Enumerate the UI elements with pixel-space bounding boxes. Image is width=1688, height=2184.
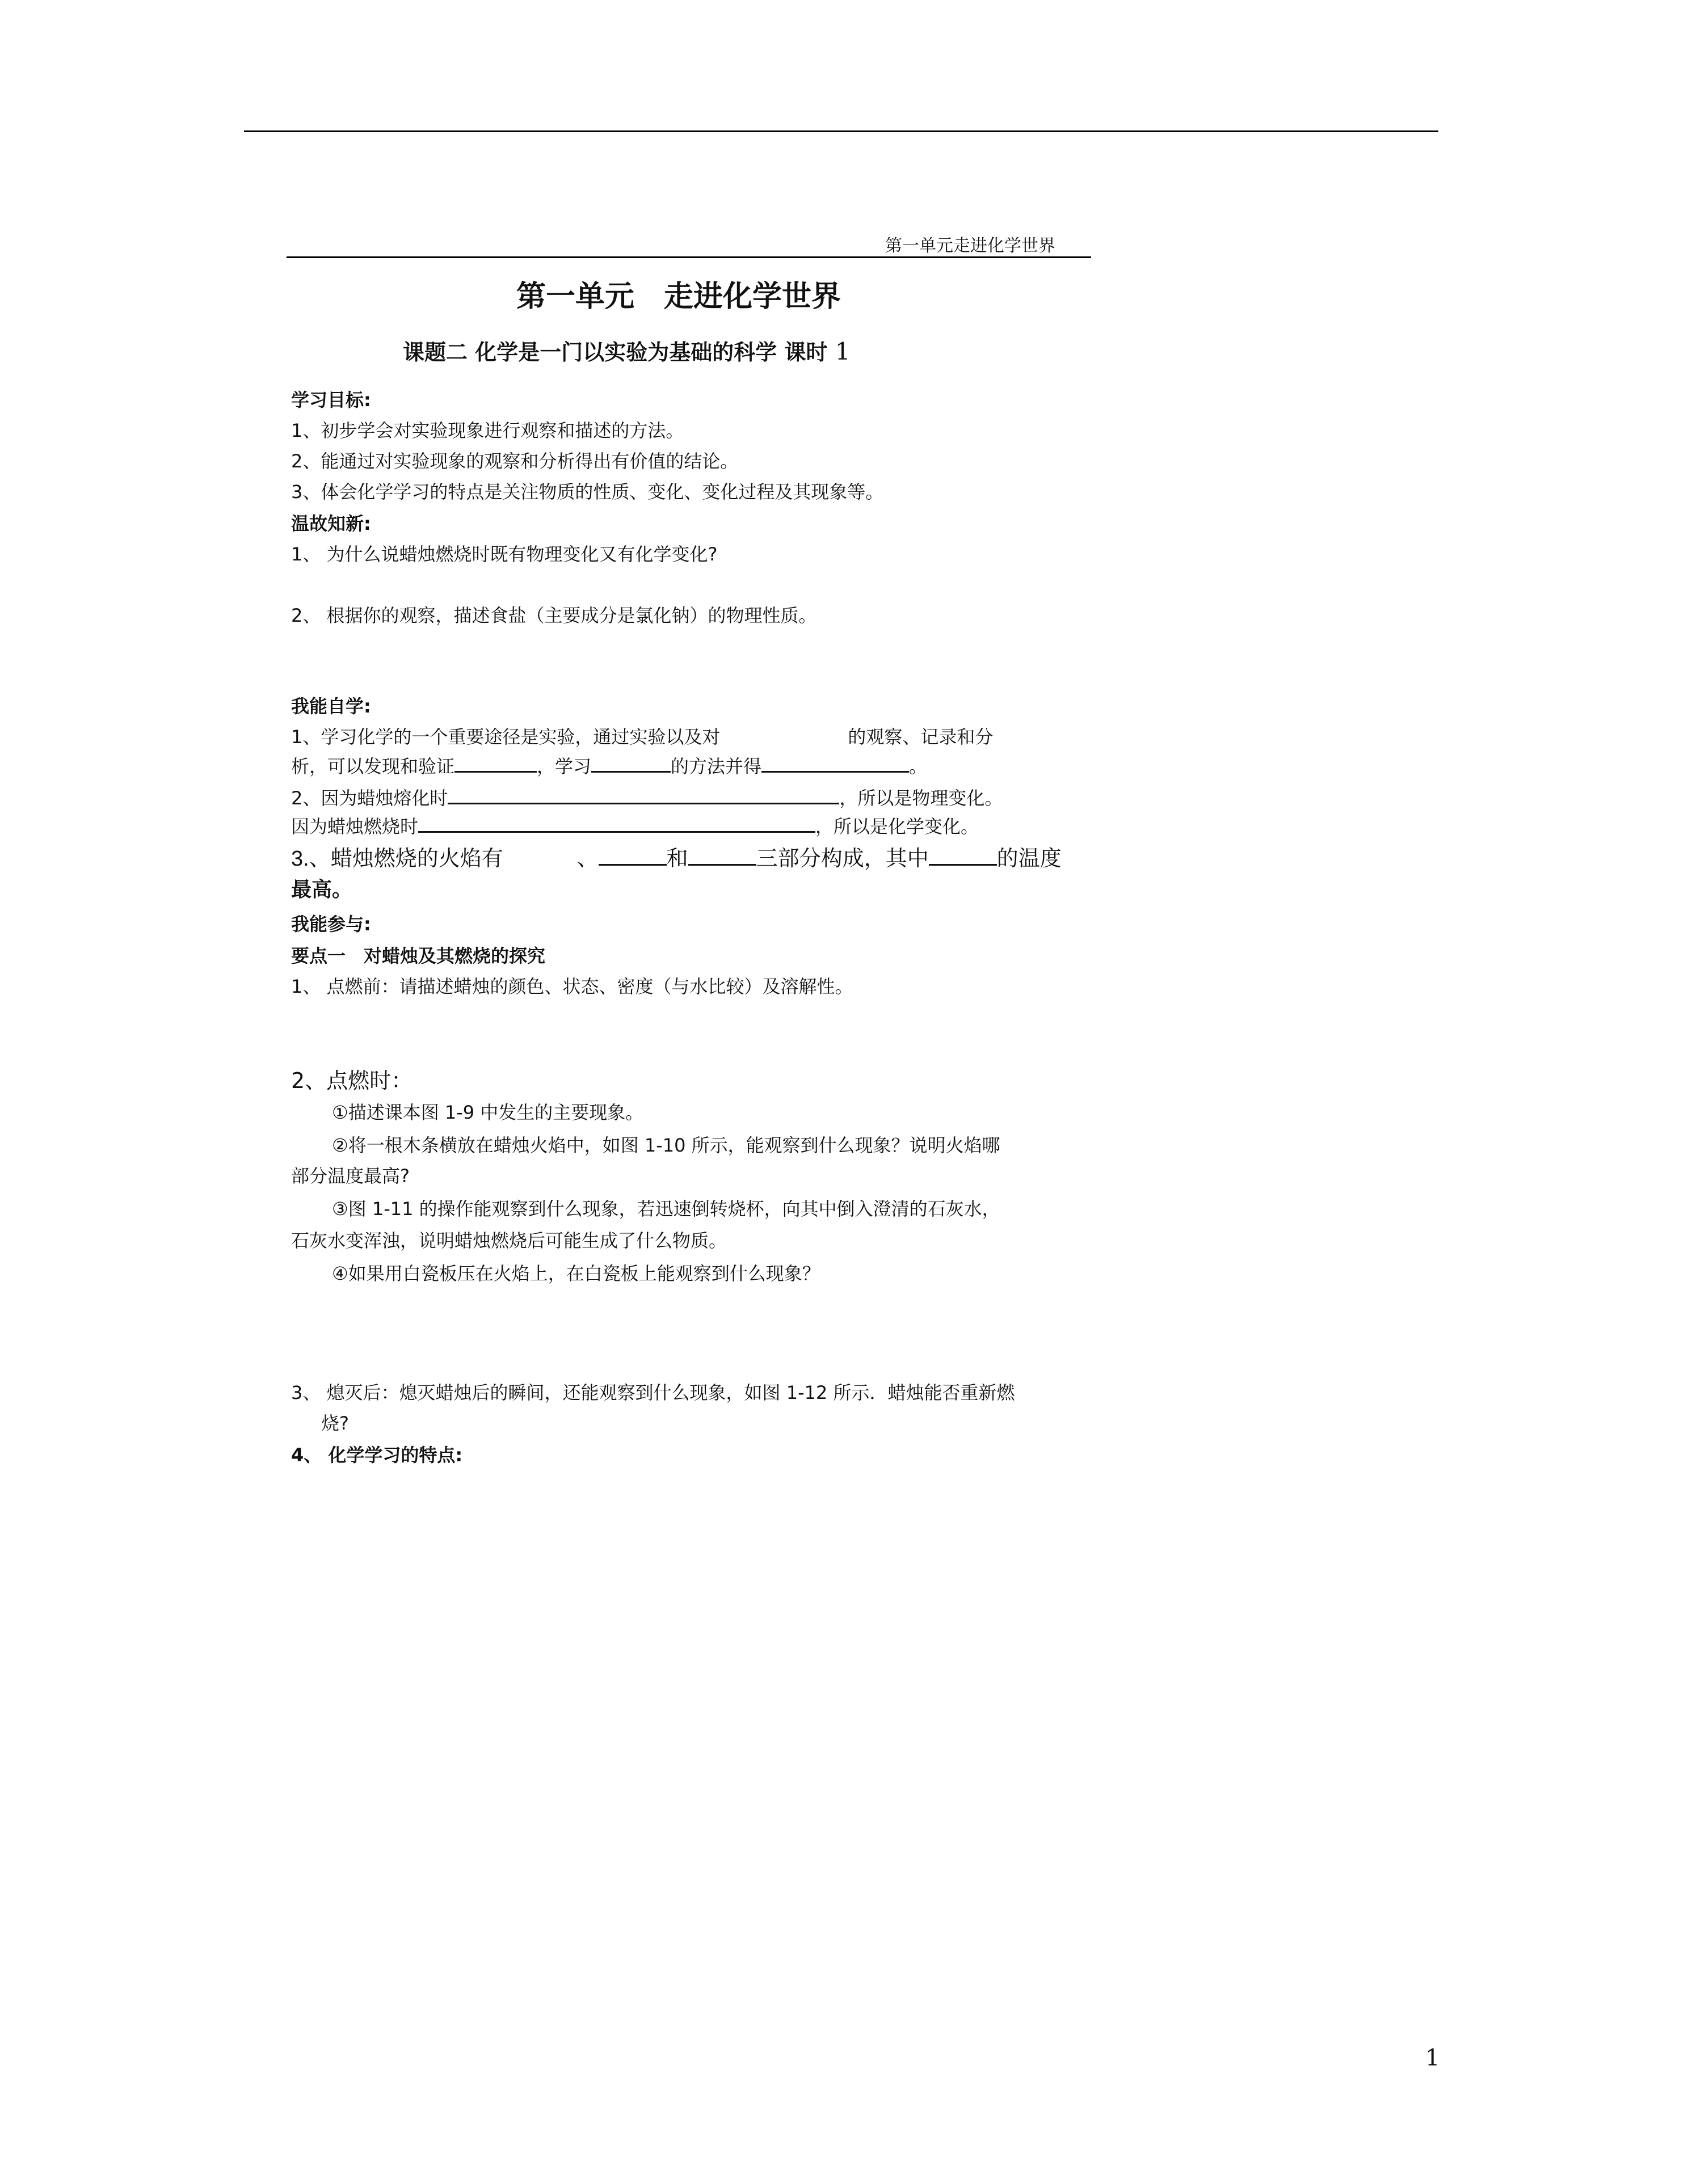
q1-blank-2[interactable] bbox=[454, 756, 537, 773]
q3-blank-2[interactable] bbox=[599, 849, 667, 866]
q1-text-c: 析，可以发现和验证 bbox=[291, 756, 455, 777]
participate-sub-2: ②将一根木条横放在蜡烛火焰中，如图 1-10 所示，能观察到什么现象？说明火焰哪 bbox=[332, 1135, 1000, 1156]
participate-heading: 我能参与: bbox=[291, 913, 371, 935]
q3-text-a: 3.、蜡烛燃烧的火焰有 bbox=[291, 847, 503, 871]
q2-text-a: 2、因为蜡烛熔化时 bbox=[291, 787, 448, 809]
participate-item-4: 4、 化学学习的特点: bbox=[291, 1444, 463, 1466]
q2-text-d: ，所以是化学变化。 bbox=[815, 816, 979, 837]
q3-text-d: 三部分构成，其中 bbox=[756, 847, 929, 871]
review-item: 2、 根据你的观察，描述食盐（主要成分是氯化钠）的物理性质。 bbox=[291, 605, 817, 626]
q1-text-f: 。 bbox=[909, 756, 928, 777]
review-item: 1、 为什么说蜡烛燃烧时既有物理变化又有化学变化? bbox=[291, 543, 718, 565]
objective-item: 3、体会化学学习的特点是关注物质的性质、变化、变化过程及其现象等。 bbox=[291, 481, 884, 503]
q1-text-a: 1、学习化学的一个重要途径是实验，通过实验以及对 bbox=[291, 726, 721, 748]
self-study-q2-line1 bbox=[291, 784, 1003, 810]
lesson-title-text: 课题二 化学是一门以实验为基础的科学 课时 bbox=[403, 340, 828, 365]
self-study-q3-line1 bbox=[291, 841, 1062, 872]
lesson-number: 1 bbox=[835, 338, 851, 365]
q2-blank-2[interactable] bbox=[418, 816, 815, 833]
participate-sub-1: ①描述课本图 1-9 中发生的主要现象。 bbox=[332, 1102, 644, 1123]
q1-blank-4[interactable] bbox=[761, 756, 909, 773]
review-heading: 温故知新: bbox=[291, 513, 371, 534]
participate-item-3: 3、 熄灭后：熄灭蜡烛后的瞬间，还能观察到什么现象，如图 1-12 所示．蜡烛能否重新燃 bbox=[291, 1382, 1015, 1403]
participate-item-3-cont: 烧? bbox=[321, 1413, 349, 1434]
q3-text-c: 和 bbox=[666, 847, 688, 871]
participate-sub-2-cont: 部分温度最高? bbox=[291, 1165, 410, 1187]
self-study-q1-line1 bbox=[291, 723, 993, 749]
running-header: 第一单元走进化学世界 bbox=[885, 236, 1055, 256]
q1-text-b: 的观察、记录和分 bbox=[848, 726, 994, 748]
self-study-q1-line2 bbox=[291, 752, 927, 778]
page-number: 1 bbox=[1425, 2045, 1440, 2071]
q1-text-d: ，学习 bbox=[537, 756, 592, 777]
participate-sub-3: ③图 1-11 的操作能观察到什么现象，若迅速倒转烧杯，向其中倒入澄清的石灰水， bbox=[332, 1198, 1000, 1220]
q2-text-c: 因为蜡烛燃烧时 bbox=[291, 816, 419, 837]
q3-blank-4[interactable] bbox=[929, 849, 997, 866]
objective-item: 1、初步学会对实验现象进行观察和描述的方法。 bbox=[291, 420, 684, 441]
q3-text-b: 、 bbox=[576, 847, 599, 871]
self-study-q2-line2 bbox=[291, 812, 979, 838]
unit-title: 第一单元 走进化学世界 bbox=[516, 280, 841, 314]
participate-sub-4: ④如果用白瓷板压在火焰上，在白瓷板上能观察到什么现象？ bbox=[332, 1263, 820, 1284]
lesson-title bbox=[403, 335, 850, 366]
q2-blank-1[interactable] bbox=[448, 788, 839, 804]
q3-blank-3[interactable] bbox=[688, 849, 756, 866]
header-rule bbox=[287, 256, 1091, 258]
page-top-rule bbox=[244, 130, 1438, 132]
participate-item-1: 1、 点燃前：请描述蜡烛的颜色、状态、密度（与水比较）及溶解性。 bbox=[291, 976, 853, 997]
objectives-heading: 学习目标: bbox=[291, 389, 371, 411]
q2-text-b: ，所以是物理变化。 bbox=[839, 787, 1003, 809]
q1-blank-3[interactable] bbox=[591, 756, 671, 773]
objective-item: 2、能通过对实验现象的观察和分析得出有价值的结论。 bbox=[291, 450, 739, 472]
self-study-heading: 我能自学: bbox=[291, 695, 371, 717]
q3-text-e: 的温度 bbox=[996, 847, 1062, 871]
participate-sub-3-cont: 石灰水变浑浊，说明蜡烛燃烧后可能生成了什么物质。 bbox=[291, 1230, 727, 1251]
q1-text-e: 的方法并得 bbox=[671, 756, 762, 777]
key-point-heading: 要点一 对蜡烛及其燃烧的探究 bbox=[291, 945, 546, 967]
self-study-q3-line2: 最高。 bbox=[291, 878, 353, 901]
participate-item-2: 2、点燃时： bbox=[291, 1068, 413, 1093]
